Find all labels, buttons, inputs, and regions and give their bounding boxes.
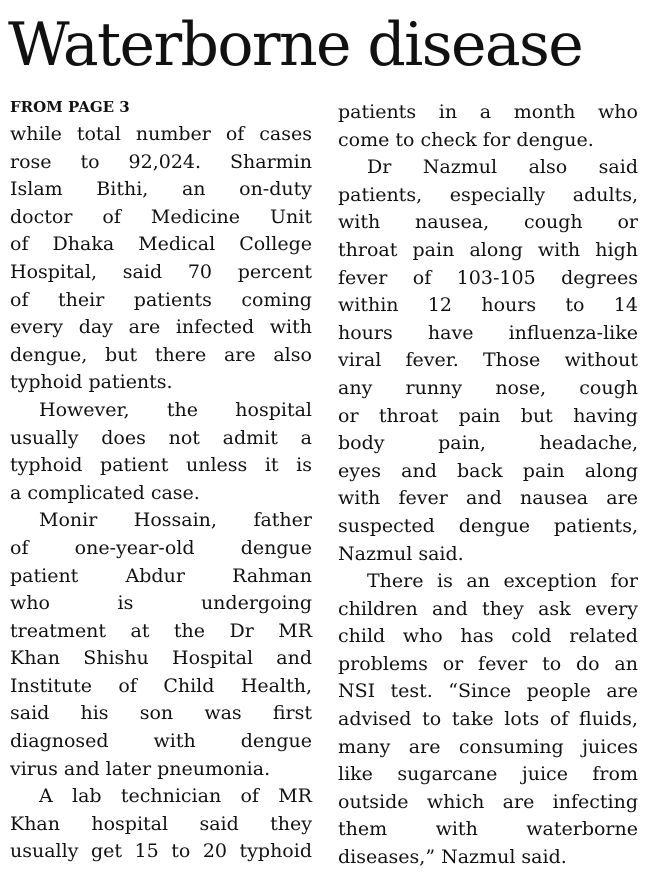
text-line: throat pain along with high [338,238,638,261]
text-line: NSI test. “Since people are [338,680,638,703]
text-line: Dr Nazmul also said [367,156,638,179]
text-line: Hospital, said 70 percent [10,260,312,283]
continued-from-label: FROM PAGE 3 [10,98,130,116]
text-line: of their patients coming [10,288,312,311]
text-line: while total number of cases [10,123,312,145]
text-line: Khan Shishu Hospital and [10,647,312,670]
text-line: patient Abdur Rahman [10,564,312,587]
text-line: of Dhaka Medical College [10,233,312,256]
text-line: doctor of Medicine Unit [10,205,312,228]
text-line: diagnosed with dengue [10,730,312,753]
text-line: usually does not admit a [10,426,312,449]
text-line: There is an exception for [367,570,638,593]
text-line: children and they ask every [338,597,638,620]
text-line: Institute of Child Health, [10,674,312,697]
text-line: come to check for dengue. [338,128,594,151]
text-line: rose to 92,024. Sharmin [10,150,312,173]
text-line: child who has cold related [338,625,638,648]
text-line: any runny nose, cough [338,376,638,399]
text-line: However, the hospital [39,398,312,421]
article-column-right [338,99,638,872]
text-line: with fever and nausea are [338,487,638,510]
text-line: typhoid patient unless it is [10,454,312,477]
text-line: Khan hospital said they [10,812,312,835]
text-line: body pain, headache, [338,432,638,455]
text-line: every day are infected with [10,316,312,339]
text-line: advised to take lots of fluids, [338,708,638,731]
text-line: a complicated case. [10,481,200,504]
text-line: eyes and back pain along [338,459,638,482]
text-line: patients in a month who [338,101,638,123]
article-column-left [10,121,312,866]
text-line: typhoid patients. [10,371,173,394]
text-line: them with waterborne [338,818,638,841]
text-line: dengue, but there are also [10,343,312,366]
text-line: hours have influenza-like [338,321,638,344]
text-line: with nausea, cough or [338,211,638,234]
text-line: said his son was first [10,702,312,725]
text-line: many are consuming juices [338,735,638,758]
text-line: patients, especially adults, [338,183,638,206]
text-line: viral fever. Those without [338,349,638,372]
text-line: diseases,” Nazmul said. [338,846,567,869]
text-line: within 12 hours to 14 [338,294,638,317]
text-line: like sugarcane juice from [338,763,638,786]
headline: Waterborne disease [8,10,583,80]
text-line: of one-year-old dengue [10,536,312,559]
text-line: suspected dengue patients, [338,514,638,537]
text-line: A lab technician of MR [39,785,312,808]
text-line: Islam Bithi, an on-duty [10,178,312,201]
text-line: outside which are infecting [338,790,638,813]
text-line: who is undergoing [10,592,312,615]
text-line: virus and later pneumonia. [10,757,271,780]
text-line: Monir Hossain, father [39,509,312,532]
text-line: or throat pain but having [338,404,638,427]
text-line: Nazmul said. [338,542,464,565]
text-line: usually get 15 to 20 typhoid [10,840,312,863]
text-line: fever of 103-105 degrees [338,266,638,289]
text-line: treatment at the Dr MR [10,619,312,642]
text-line: problems or fever to do an [338,652,638,675]
